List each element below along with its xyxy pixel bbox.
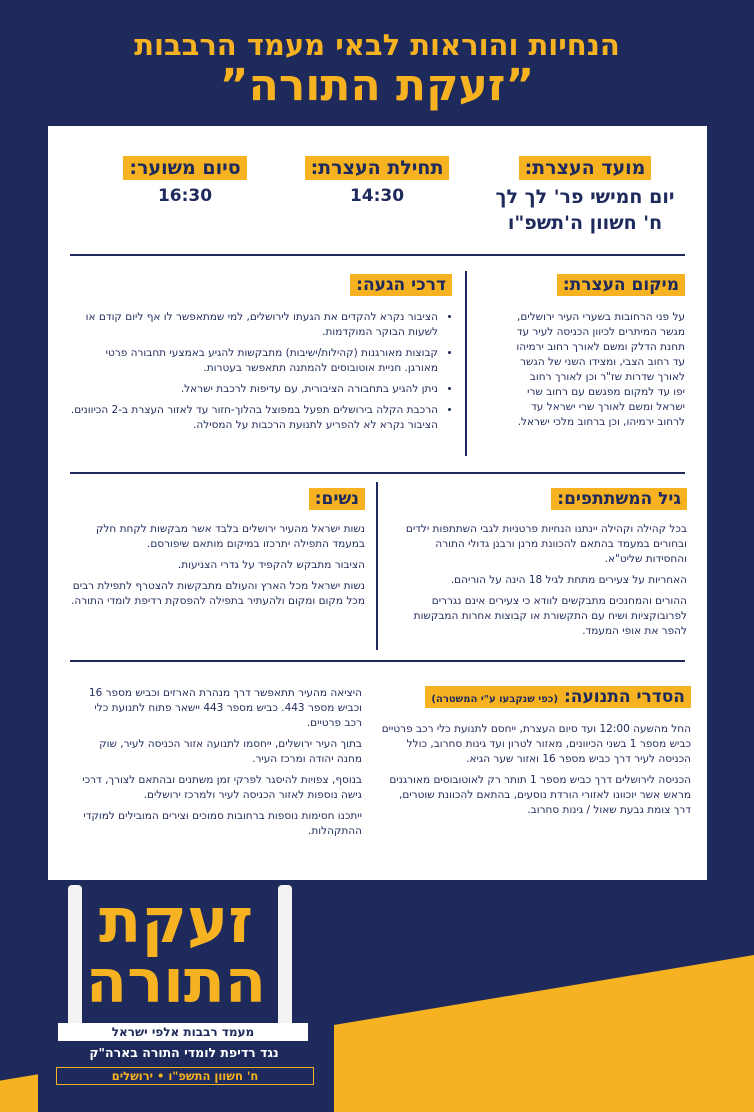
women-text (70, 522, 365, 609)
logo-band-3: ח' חשוון התשפ"ו • ירושלים (56, 1067, 314, 1085)
women-paragraph: נשות ישראל מהעיר ירושלים בלבד אשר מבקשות לקחת חלק במעמד התפילה יתרכזו במיקום מותאם שיפורסם. (95, 523, 365, 550)
divider-vertical (376, 482, 378, 650)
ages-section (397, 488, 687, 645)
arrival-section (70, 274, 452, 439)
women-paragraph: נשות ישראל מכל הארץ והעולם מתבקשות להצטרף לתפילת רבים מכל מקום ומקום ולהעתיר בתפילה להפסקת רדיפת לומדי התורה. (71, 580, 365, 607)
traffic-paragraph: היציאה מהעיר תתאפשר דרך מנהרת הארזים וכביש מספר 16 וכביש מספר 443. כביש מספר 443 יישאר פתוח לתנועת כלי רכב פרטיים. (88, 687, 362, 729)
women-section (70, 488, 365, 615)
arrival-item: • ניתן להגיע בתחבורה הציבורית, עם עדיפות לרכבת ישראל. (70, 382, 438, 397)
end-time: 16:30 (157, 186, 213, 206)
traffic-section-left (77, 686, 362, 845)
location-text: על פני הרחובות בשערי העיר ירושלים, מגשר המיתרים לכיוון הכניסה לעיר עד תחנת הדלק ומשם לאורך רחוב ירמיהו עד רחוב הצבי, ומצידו השני של הגשר לאורך שדרות שז"ר וכן לאורך רחוב יפו עד למקום מפגשם עם רחוב שרי ישראל ומשם לאורך שרי ישראל עד לרחוב ירמיהו, וכן ברחוב מלכי ישראל. (516, 311, 685, 428)
traffic-paragraph: החל מהשעה 12:00 ועד סיום העצרת, ייחסם לתנועת כלי רכב פרטיים כביש מספר 1 בשני הכיוונים, מאזור לטרון ועד גינות סחרוב, כולל הכניסה לעיר דרך כביש מספר 16 ואזור שער הגיא. (381, 723, 691, 765)
start-time-label: תחילת העצרת: (305, 156, 450, 180)
location-title: מיקום העצרת: (557, 274, 685, 296)
ages-title: גיל המשתתפים: (551, 488, 687, 510)
traffic-text-left (77, 686, 362, 839)
event-date-label: מועד העצרת: (519, 156, 652, 180)
traffic-paragraph: בתוך העיר ירושלים, ייחסמו לתנועה אזור הכניסה לעיר, שוק מחנה יהודה ומרכז העיר. (99, 738, 362, 765)
start-time-block (287, 156, 467, 206)
traffic-title (425, 686, 691, 708)
divider (70, 254, 685, 256)
end-time-label: סיום משוער: (123, 156, 246, 180)
event-date-line-1: יום חמישי פר' לך לך (495, 186, 675, 208)
arrival-title: דרכי הגעה: (350, 274, 452, 296)
event-date-block (485, 156, 685, 234)
event-logo (38, 885, 334, 1112)
logo-word-1: זעקת (98, 884, 254, 957)
traffic-title-text: הסדרי התנועה: (563, 687, 685, 707)
arrival-list (70, 310, 452, 433)
event-date-line-2: ח' חשוון ה'תשפ"ו (507, 212, 663, 234)
header-title: ”זעקת התורה” (219, 60, 535, 111)
traffic-paragraph: בנוסף, צפויות להיסגר לפרקי זמן משתנים ובהתאם לצורך, דרכי גישה נוספות לאזור הכניסה לעיר ולמרכז ירושלים. (82, 774, 362, 801)
traffic-subtitle: (כפי שנקבעו ע"י המשטרה) (431, 694, 559, 705)
ages-paragraph: ההורים והמחנכים מתבקשים לוודא כי צעירים אינם נגררים לפרובוקציות ושיח עם התקשורת או קבוצות אחרות המבקשות להפר את אופי המעמד. (413, 595, 687, 637)
arrival-item: • הציבור נקרא להקדים את הגעתו לירושלים, למי שמתאפשר לו אף ליום קודם או לשעות הבוקר המוקדמות. (70, 310, 438, 340)
divider (70, 472, 685, 474)
info-panel (48, 126, 707, 880)
end-time-block (95, 156, 275, 206)
arrival-item: • הרכבת הקלה בירושלים תפעל במפוצל בהלוך-חזור עד לאזור העצרת ב-2 הכיוונים. הציבור נקרא לא להפריע לתנועת הרכבות על המסילה. (70, 403, 438, 433)
traffic-paragraph: ייתכנו חסימות נוספות ברחובות סמוכים וצירים המובילים למוקדי ההתקהלות. (83, 810, 362, 837)
traffic-text-right (381, 722, 691, 818)
divider (70, 660, 685, 662)
ages-paragraph: האחריות על צעירים מתחת לגיל 18 הינה על הוריהם. (450, 574, 687, 586)
location-section (515, 274, 685, 430)
divider-vertical (465, 271, 467, 456)
logo-word-2: התורה (85, 947, 267, 1017)
logo-band-2: נגד רדיפת לומדי התורה בארה"ק (89, 1045, 279, 1060)
ages-paragraph: בכל קהילה וקהילה יינתנו הנחיות פרטניות לגבי השתתפות ילדים ובחורים במעמד בהתאם להכוונת מרנן ורבנן גדולי התורה והחסידות שליט"א. (405, 523, 687, 565)
women-title: נשים: (309, 488, 365, 510)
traffic-paragraph: הכניסה לירושלים דרך כביש מספר 1 תותר רק לאוטובוסים מאורגנים מראש אשר יוכוונו לאזורי הורדת נוסעים, בהתאם להכוונת שוטרים, דרך צומת גבעת שאול / גינות סחרוב. (389, 774, 691, 816)
traffic-section (381, 686, 691, 824)
logo-band-1: מעמד רבבות אלפי ישראל (58, 1023, 308, 1041)
ages-text (397, 522, 687, 639)
header-line-1: הנחיות והוראות לבאי מעמד הרבבות (134, 28, 620, 62)
start-time: 14:30 (349, 186, 405, 206)
arrival-item: • קבוצות מאורגנות (קהילות/ישיבות) מתבקשות להגיע באמצעי תחבורה פרטי מאורגן. חניית אוטובוסים להמתנה תתאפשר בעטרות. (70, 346, 438, 376)
women-paragraph: הציבור מתבקש להקפיד על גדרי הצניעות. (177, 559, 365, 571)
